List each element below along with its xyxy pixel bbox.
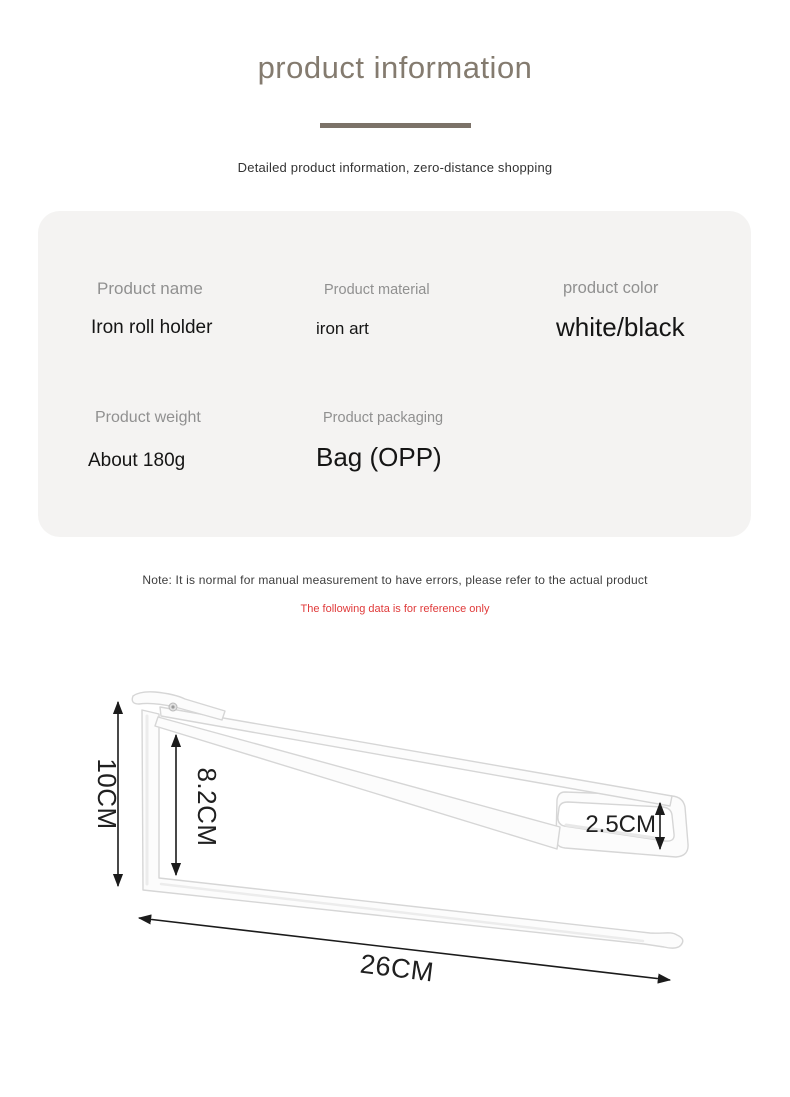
- spec-card: [38, 211, 751, 537]
- page-subtitle: Detailed product information, zero-distance shopping: [237, 160, 553, 175]
- product-color-value: white/black: [556, 312, 685, 342]
- dimension-label-length: 26CM: [358, 948, 436, 988]
- product-packaging-label: Product packaging: [323, 410, 444, 426]
- product-color-label: product color: [563, 279, 659, 297]
- hinge-screw-center: [171, 705, 174, 708]
- dimension-label-inner-height: 8.2CM: [192, 767, 222, 847]
- product-name-value: Iron roll holder: [91, 317, 213, 338]
- dimension-diagram: [60, 650, 730, 1040]
- product-weight-label: Product weight: [95, 409, 201, 426]
- product-packaging-value: Bag (OPP): [316, 442, 442, 472]
- product-weight-value: About 180g: [88, 450, 186, 471]
- dimension-label-overall-height: 10CM: [92, 758, 122, 830]
- reference-note: The following data is for reference only: [300, 603, 490, 615]
- product-material-value: iron art: [316, 319, 369, 338]
- product-name-label: Product name: [97, 279, 203, 298]
- page-title: product information: [257, 50, 533, 85]
- product-material-label: Product material: [324, 282, 430, 298]
- title-divider: [320, 123, 471, 128]
- dimension-label-end-loop-height: 2.5CM: [585, 811, 656, 838]
- measurement-note: Note: It is normal for manual measurement to have errors, please refer to the actual product: [142, 573, 648, 587]
